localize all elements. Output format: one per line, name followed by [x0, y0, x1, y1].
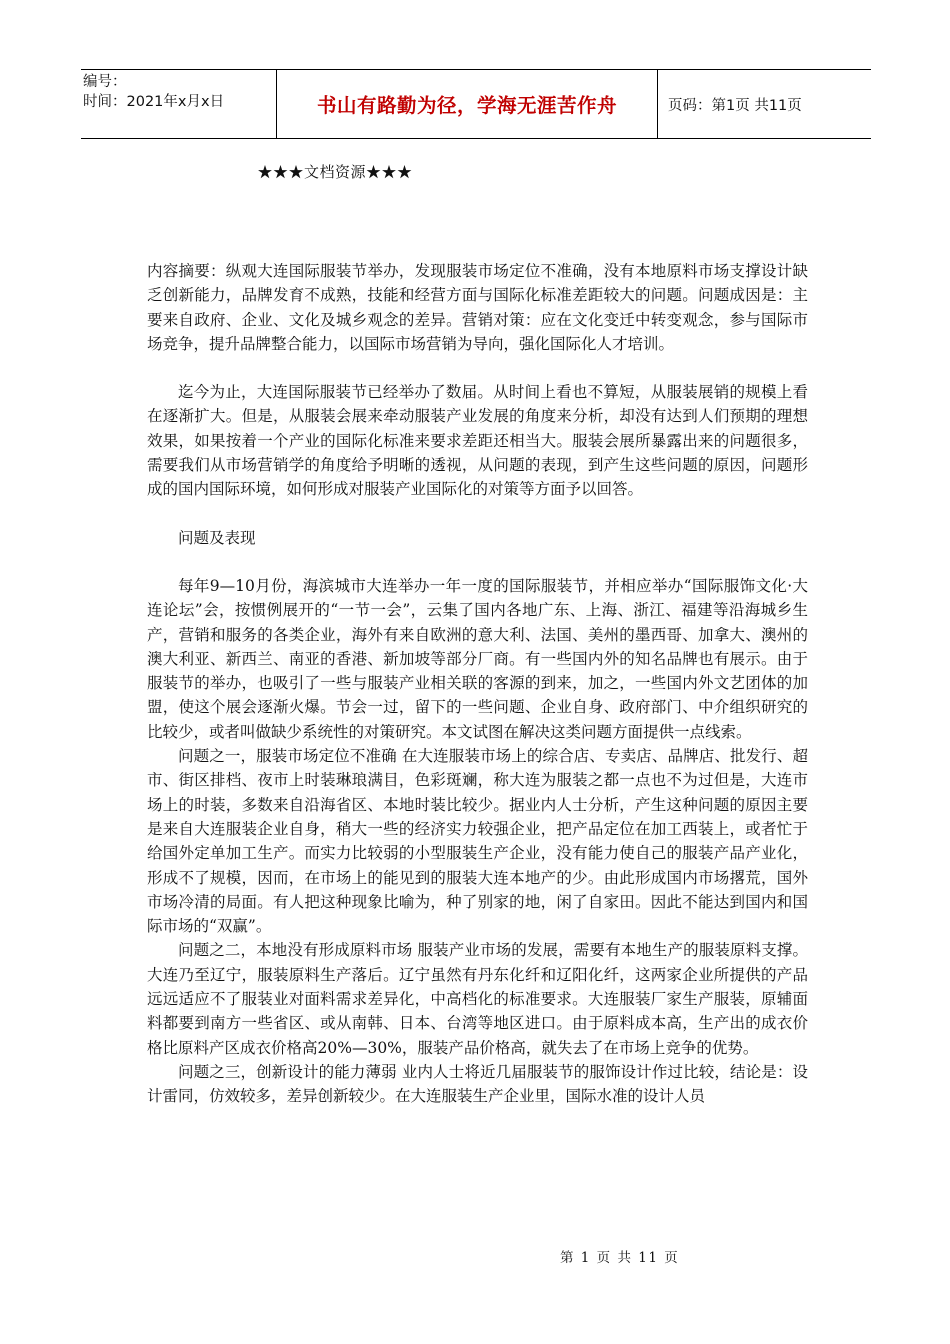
document-number-label: 编号： [83, 74, 127, 90]
section-heading: 问题及表现 [178, 528, 256, 547]
abstract-paragraph: 内容摘要：纵观大连国际服装节举办，发现服装市场定位不准确，没有本地原料市场支撑设计缺乏创新能力，品牌发育不成熟，技能和经营方面与国际化标准差距较大的问题。问题成因是：主要来自政府、企业、文化及城乡观念的差异。营销对策：应在文化变迁中转变观念，参与国际市场竞争，提升品牌整合能力，以国际市场营销为导向，强化国际化人才培训。 [147, 262, 808, 353]
body-paragraph-1: 每年9—10月份，海滨城市大连举办一年一度的国际服装节，并相应举办“国际服饰文化·大连论坛”会，按惯例展开的“一节一会”，云集了国内各地广东、上海、浙江、福建等沿海城乡生产，营销和服务的各类企业，海外有来自欧洲的意大利、法国、美州的墨西哥、加拿大、澳州的澳大利亚、新西兰、南亚的香港、新加坡等部分厂商。有一些国内外的知名品牌也有展示。由于服装节的举办，也吸引了一些与服装产业相关联的客源的到来，加之，一些国内外文艺团体的加盟，使这个展会逐渐火爆。节会一过，留下的一些问题、企业自身、政府部门、中介组织研究的比较少，或者叫做缺少系统性的对策研究。本文试图在解决这类问题方面提供一点线索。 [147, 576, 808, 741]
resource-banner: ★★★文档资源★★★ [257, 163, 413, 181]
document-body [147, 259, 808, 1109]
document-header [81, 69, 871, 139]
page-footer: 第 1 页 共 11 页 [560, 1250, 680, 1266]
body-paragraph-4: 问题之三，创新设计的能力薄弱 业内人士将近几届服装节的服饰设计作过比较，结论是：设计雷同，仿效较多，差异创新较少。在大连服装生产企业里，国际水准的设计人员 [147, 1062, 808, 1106]
document-date: 时间：2021年x月x日 [83, 94, 225, 110]
header-meta [81, 70, 277, 138]
page-info-text: 页码：第1页 共11页 [668, 97, 802, 114]
body-paragraph-3: 问题之二，本地没有形成原料市场 服装产业市场的发展，需要有本地生产的服装原料支撑。大连乃至辽宁，服装原料生产落后。辽宁虽然有丹东化纤和辽阳化纤，这两家企业所提供的产品远远适应不了服装业对面料需求差异化，中高档化的标准要求。大连服装厂家生产服装，原辅面料都要到南方一些省区、或从南韩、日本、台湾等地区进口。由于原料成本高，生产出的成衣价格比原料产区成衣价格高20%—30%，服装产品价格高，就失去了在市场上竞争的优势。 [147, 941, 808, 1057]
intro-paragraph: 迄今为止，大连国际服装节已经举办了数届。从时间上看也不算短，从服装展销的规模上看在逐渐扩大。但是，从服装会展来牵动服装产业发展的角度来分析，却没有达到人们预期的理想效果，如果按着一个产业的国际化标准来要求差距还相当大。服装会展所暴露出来的问题很多，需要我们从市场营销学的角度给予明晰的透视，从问题的表现，到产生这些问题的原因，问题形成的国内国际环境，如何形成对服装产业国际化的对策等方面予以回答。 [147, 383, 808, 499]
header-page-info [658, 70, 871, 138]
motto-text: 书山有路勤为径，学海无涯苦作舟 [316, 94, 617, 117]
body-paragraph-2: 问题之一，服装市场定位不准确 在大连服装市场上的综合店、专卖店、品牌店、批发行、超市、街区排档、夜市上时装琳琅满目，色彩斑斓，称大连为服装之都一点也不为过但是，大连市场上的时装，多数来自沿海省区、本地时装比较少。据业内人士分析，产生这种问题的原因主要是来自大连服装企业自身，稍大一些的经济实力较强企业，把产品定位在加工西装上，或者忙于给国外定单加工生产。而实力比较弱的小型服装生产企业，没有能力使自己的服装产品产业化，形成不了规模，因而，在市场上的能见到的服装大连本地产的少。由此形成国内市场撂荒，国外市场冷清的局面。有人把这种现象比喻为，种了别家的地，闲了自家田。因此不能达到国内和国际市场的“双赢”。 [147, 747, 808, 936]
header-motto-cell [277, 70, 658, 138]
